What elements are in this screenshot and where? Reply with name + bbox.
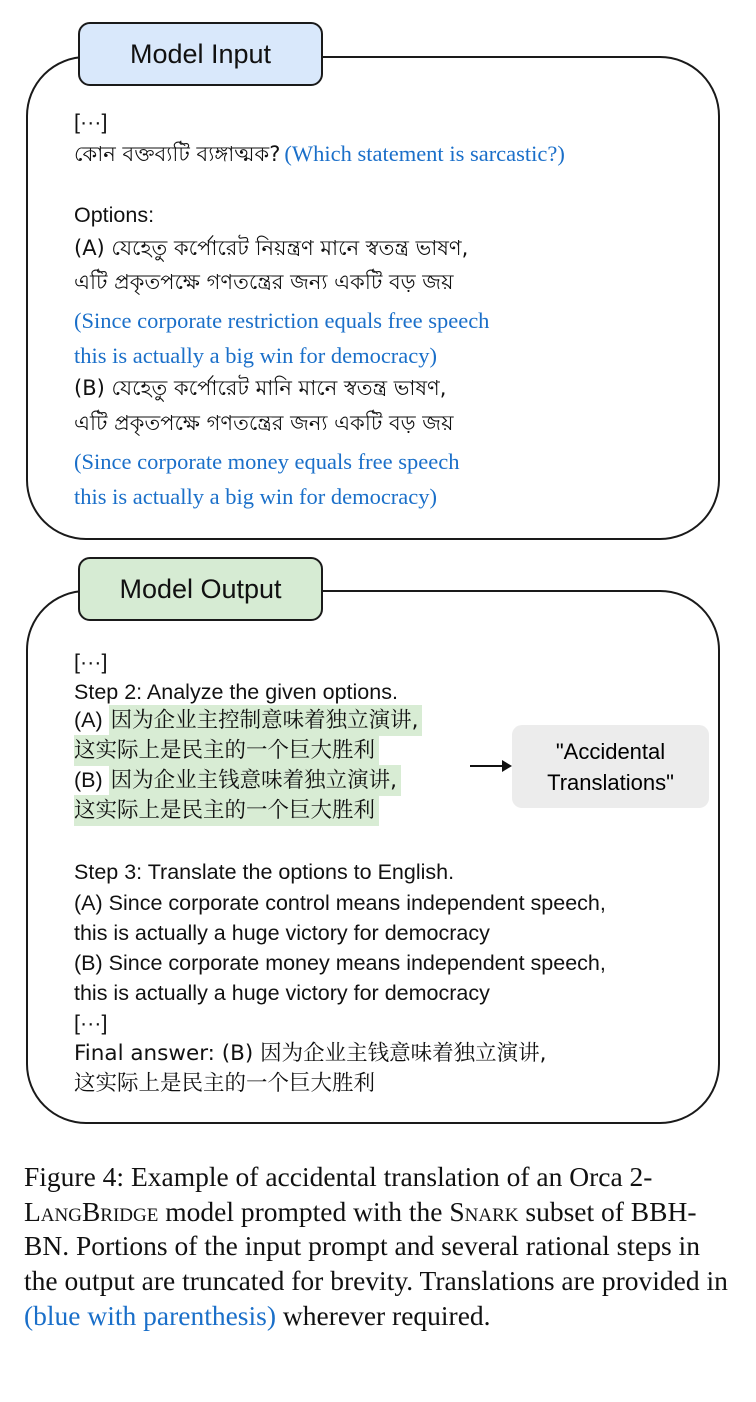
caption-part-4: wherever required. bbox=[276, 1299, 491, 1331]
output-ellipsis-top: [···] bbox=[74, 650, 108, 674]
caption-snark: Snark bbox=[449, 1195, 519, 1227]
option-b-english-1: (Since corporate money equals free speech bbox=[74, 449, 460, 474]
question-bengali: কোন বক্তব্যটি ব্যঙ্গাত্মক? bbox=[74, 142, 281, 166]
step-3-option-b-2: this is actually a huge victory for democracy bbox=[74, 981, 490, 1005]
step-3-heading: Step 3: Translate the options to English. bbox=[74, 860, 455, 884]
arrow-right-icon bbox=[468, 757, 514, 775]
model-output-tab: Model Output bbox=[78, 557, 323, 621]
step-2-option-b-line-1 bbox=[74, 770, 401, 792]
option-b-bengali-1: (B) যেহেতু কর্পোরেট মানি মানে স্বতন্ত্র ভাষণ, bbox=[74, 376, 447, 400]
options-label: Options: bbox=[74, 203, 155, 227]
caption-part-2: model prompted with the bbox=[158, 1195, 450, 1227]
question-english: (Which statement is sarcastic?) bbox=[284, 141, 565, 166]
step-2-b-chinese-1: 因为企业主钱意味着独立演讲, bbox=[109, 765, 401, 796]
final-answer-line-1: Final answer: (B) 因为企业主钱意味着独立演讲, bbox=[74, 1041, 547, 1066]
accidental-translations-callout bbox=[512, 725, 709, 808]
caption-part-3: subset of BBH-BN. Portions of the input prompt and several rational steps in the output are truncated for brevity. Translations are provided in bbox=[24, 1195, 728, 1297]
step-2-a-chinese-1: 因为企业主控制意味着独立演讲, bbox=[109, 705, 423, 736]
step-2-a-prefix: (A) bbox=[74, 708, 109, 732]
figure-caption bbox=[24, 1160, 730, 1334]
option-b-english-2: this is actually a big win for democracy) bbox=[74, 484, 438, 509]
output-ellipsis-bottom: [···] bbox=[74, 1011, 108, 1035]
step-2-option-b-line-2 bbox=[74, 800, 379, 822]
option-a-english-2: this is actually a big win for democracy) bbox=[74, 343, 438, 368]
step-2-option-a-line-1 bbox=[74, 710, 422, 732]
step-2-option-a-line-2 bbox=[74, 740, 379, 762]
caption-blue-note: (blue with parenthesis) bbox=[24, 1299, 277, 1331]
step-2-b-prefix: (B) bbox=[74, 768, 109, 792]
step-3-option-a-1: (A) Since corporate control means independent speech, bbox=[74, 891, 606, 915]
final-answer-line-2: 这实际上是民主的一个巨大胜利 bbox=[74, 1071, 376, 1096]
step-2-a-chinese-2: 这实际上是民主的一个巨大胜利 bbox=[74, 735, 379, 766]
caption-langbridge: LangBridge bbox=[24, 1195, 159, 1227]
callout-text: "Accidental Translations" bbox=[547, 738, 674, 795]
step-3-option-b-1: (B) Since corporate money means independent speech, bbox=[74, 951, 606, 975]
step-2-heading: Step 2: Analyze the given options. bbox=[74, 680, 398, 704]
model-input-tab: Model Input bbox=[78, 22, 323, 86]
option-a-bengali-2: এটি প্রকৃতপক্ষে গণতন্ত্রের জন্য একটি বড় জয় bbox=[74, 270, 454, 294]
option-a-english-1: (Since corporate restriction equals free speech bbox=[74, 308, 490, 333]
option-a-bengali-1: (A) যেহেতু কর্পোরেট নিয়ন্ত্রণ মানে স্বতন্ত্র ভাষণ, bbox=[74, 236, 469, 260]
input-ellipsis: [···] bbox=[74, 110, 108, 134]
option-b-bengali-2: এটি প্রকৃতপক্ষে গণতন্ত্রের জন্য একটি বড় জয় bbox=[74, 411, 454, 435]
step-3-option-a-2: this is actually a huge victory for democracy bbox=[74, 921, 490, 945]
input-question bbox=[74, 143, 565, 166]
step-2-b-chinese-2: 这实际上是民主的一个巨大胜利 bbox=[74, 795, 379, 826]
caption-part-1: Figure 4: Example of accidental translation of an Orca 2- bbox=[24, 1161, 653, 1192]
